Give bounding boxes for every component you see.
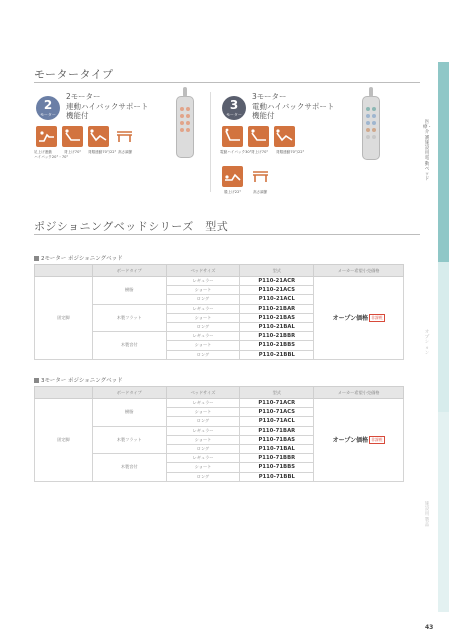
side-tab-light-2 bbox=[438, 412, 449, 612]
three-motor-pos-backup-icon bbox=[248, 126, 269, 147]
motor-section-rule bbox=[34, 82, 420, 83]
two-motor-name: 2モーター 連動ハイバックサポート 機能付 bbox=[66, 92, 149, 120]
three-motor-pos-highback-icon bbox=[222, 126, 243, 147]
table-3m-label: 3モーター ポジショニングベッド bbox=[34, 376, 123, 384]
table-3m-price: オープン価格 非課税 bbox=[314, 399, 404, 482]
three-motor-remote bbox=[362, 96, 380, 160]
three-motor-pos-backknee-icon bbox=[274, 126, 295, 147]
three-motor-cap-1: 電動ハイバック30° bbox=[220, 150, 252, 154]
table-3m-group-1: 樹脂 bbox=[92, 399, 166, 427]
table-2m: ボードタイプ ベッドサイズ 型式 メーカー希望小売価格 固定脚 樹脂 レギュラー P110-21ACR オープン価格 非課税 ショート P110-21ACS ロング P110-21ACL 木製フラット レギュラー P110-21BAR ショート P110-21BAS ロング P110-21BAL 木製宮付 レギュラー P110-21BBR ショート P110-21BBS ロング P110-21BBL bbox=[34, 264, 404, 360]
th-size: ベッドサイズ bbox=[166, 265, 240, 277]
th-price-3m: メーカー希望小売価格 bbox=[314, 387, 404, 399]
motor-section-title: モータータイプ bbox=[34, 68, 114, 81]
two-motor-cap-1: 足上げ連動 ハイバック20°・70° bbox=[34, 150, 69, 159]
side-tab-light-1 bbox=[438, 262, 449, 412]
page-number: 43 bbox=[425, 624, 434, 631]
two-motor-pos-backup-icon bbox=[62, 126, 83, 147]
side-tab-active bbox=[438, 62, 449, 262]
two-motor-remote bbox=[176, 96, 194, 158]
two-motor-cap-3: 背膝連動70°/22° bbox=[88, 150, 117, 154]
two-motor-pos-backknee-icon bbox=[88, 126, 109, 147]
two-motor-pos-legup-icon bbox=[36, 126, 57, 147]
three-motor-name: 3モーター 電動ハイバックサポート 機能付 bbox=[252, 92, 335, 120]
th-model-3m: 型式 bbox=[240, 387, 314, 399]
three-motor-cap-5: 高さ調節 bbox=[253, 190, 268, 194]
three-motor-pos-kneeup-icon bbox=[222, 166, 243, 187]
table-2m-group-1: 樹脂 bbox=[92, 277, 166, 305]
th-price: メーカー希望小売価格 bbox=[314, 265, 404, 277]
table-2m-label: 2モーター ポジショニングベッド bbox=[34, 254, 123, 262]
motor-divider bbox=[210, 92, 211, 192]
series-title: ポジショニングベッドシリーズ 型式 bbox=[34, 220, 229, 233]
th-model: 型式 bbox=[240, 265, 314, 277]
table-2m-price: オープン価格 非課税 bbox=[314, 277, 404, 360]
series-rule bbox=[34, 234, 420, 235]
table-3m: ボードタイプ ベッドサイズ 型式 メーカー希望小売価格 固定脚 樹脂 レギュラー P110-71ACR オープン価格 非課税 ショート P110-71ACS ロング P110-71ACL 木製フラット レギュラー P110-71BAR ショート P110-71BAS ロング P110-71BAL 木製宮付 レギュラー P110-71BBR ショート P110-71BBS ロング P110-71BBL bbox=[34, 386, 404, 482]
three-motor-badge: 3 モーター bbox=[222, 96, 246, 120]
two-motor-cap-4: 高さ調節 bbox=[118, 150, 133, 154]
th-board: ボードタイプ bbox=[92, 265, 166, 277]
th-board-3m: ボードタイプ bbox=[92, 387, 166, 399]
two-motor-badge: 2 モーター bbox=[36, 96, 60, 120]
three-motor-cap-4: 膝上げ22° bbox=[224, 190, 242, 194]
side-tab-label-facility: 施設用製品 bbox=[424, 502, 430, 528]
table-3m-group-2: 木製フラット bbox=[92, 426, 166, 454]
two-motor-pos-height-icon bbox=[114, 126, 135, 147]
table-2m-group-2: 木製フラット bbox=[92, 304, 166, 332]
three-motor-cap-3: 背膝連動70°/22° bbox=[276, 150, 305, 154]
three-motor-pos-height-icon bbox=[250, 166, 271, 187]
three-motor-cap-2: 背上げ70° bbox=[251, 150, 269, 154]
table-3m-leg: 固定脚 bbox=[35, 399, 93, 482]
side-tab-label: 医療・介護施設用電動ベッド bbox=[423, 120, 432, 183]
side-tab-label-option: オプション bbox=[424, 330, 430, 356]
th-size-3m: ベッドサイズ bbox=[166, 387, 240, 399]
table-2m-leg: 固定脚 bbox=[35, 277, 93, 360]
table-3m-group-3: 木製宮付 bbox=[92, 454, 166, 482]
table-2m-group-3: 木製宮付 bbox=[92, 332, 166, 360]
two-motor-cap-2: 背上げ70° bbox=[64, 150, 82, 154]
